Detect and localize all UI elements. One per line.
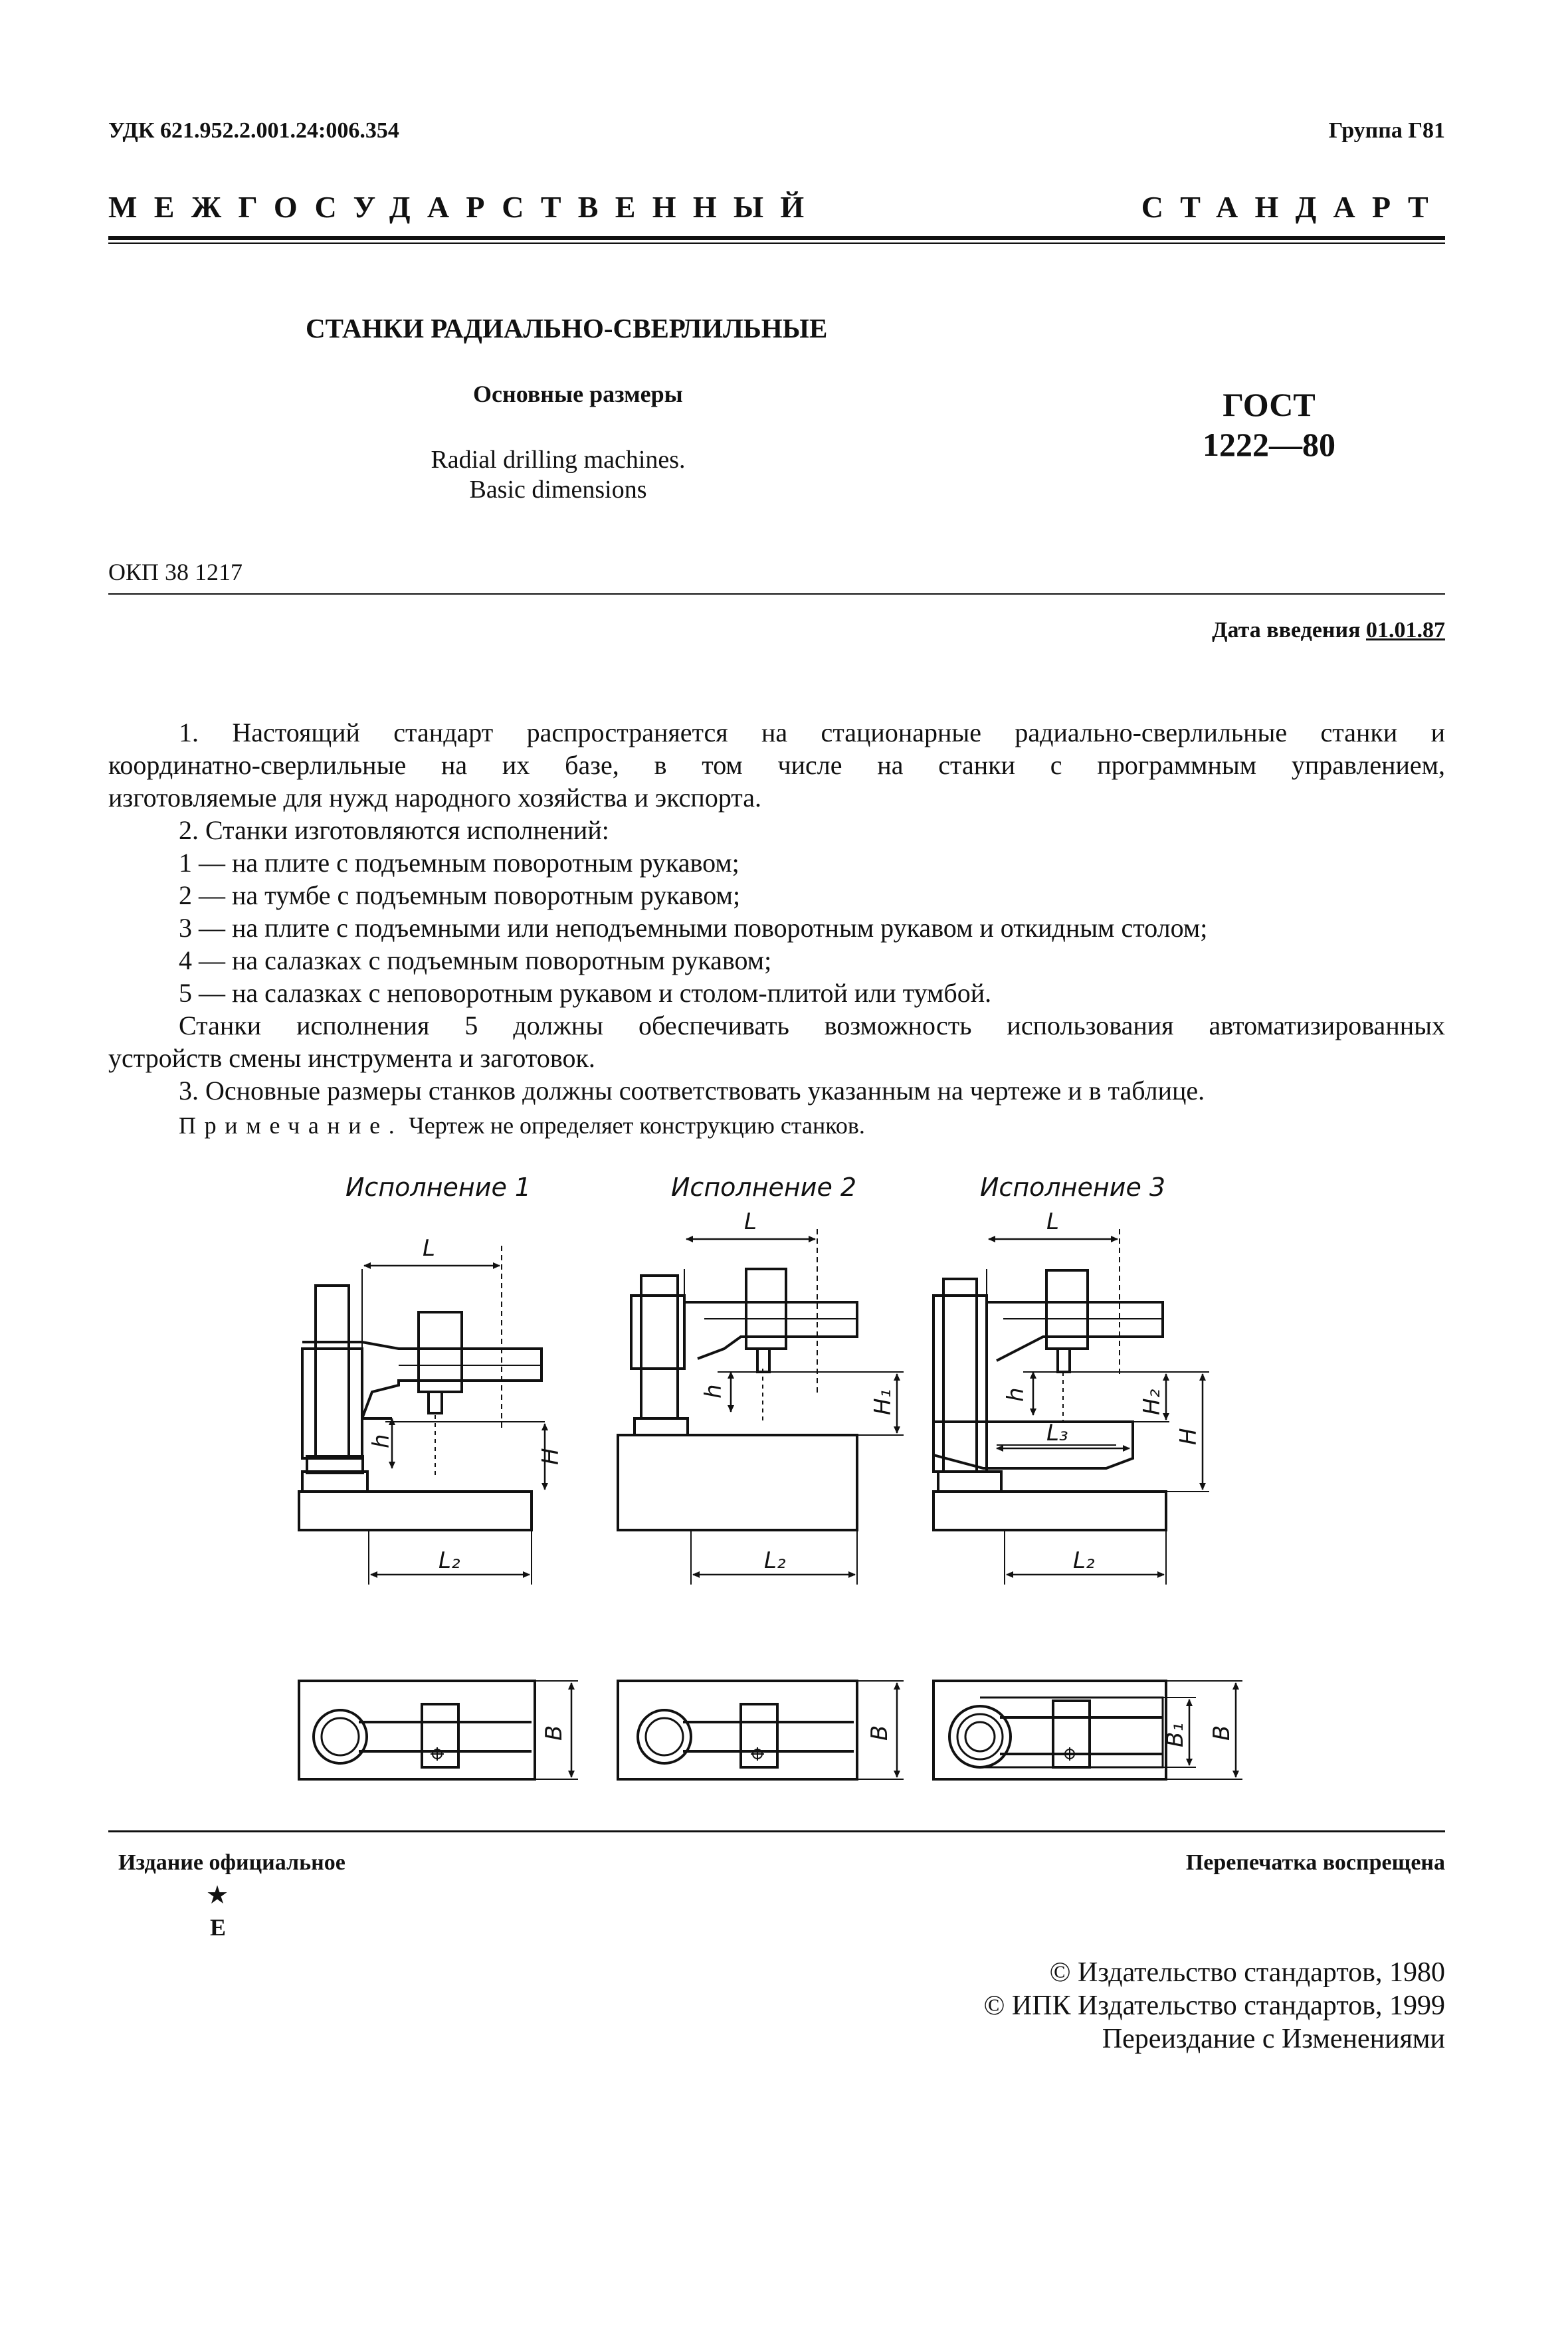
v1-label-L: L — [423, 1235, 435, 1262]
para5-line2: устройств смены инструмента и заготовок. — [108, 1043, 595, 1073]
v3-plan-column — [949, 1706, 1011, 1767]
document-title: СТАНКИ РАДИАЛЬНО-СВЕРЛИЛЬНЫЕ — [306, 313, 828, 343]
v2-plan-pedestal — [618, 1681, 857, 1779]
variant-1-plan-view — [299, 1681, 578, 1779]
variant-2-side-view — [618, 1229, 904, 1585]
variant-1-side-view — [299, 1246, 545, 1585]
v3-base-plate — [933, 1492, 1166, 1530]
v1-plan-arm — [359, 1722, 532, 1751]
v3-column-foot — [938, 1472, 1001, 1492]
variant-1: 1 — на плите с подъемным поворотным рукавом; — [179, 848, 739, 878]
v3-spindle — [1058, 1349, 1070, 1372]
v1-column — [316, 1286, 349, 1458]
group-code: Группа Г81 — [1328, 118, 1445, 143]
v1-plan-column-inner — [322, 1718, 359, 1755]
caption-variant-3: Исполнение 3 — [980, 1173, 1166, 1202]
v3-plan-table-outline — [980, 1698, 1163, 1767]
footer-rule — [108, 1830, 1445, 1832]
variant-3-plan-view — [933, 1681, 1242, 1779]
v3-plan-arm — [1000, 1717, 1163, 1754]
variant-2: 2 — на тумбе с подъемным поворотным рукавом; — [179, 880, 741, 910]
v3-label-L: L — [1046, 1209, 1059, 1235]
interstate-standard-heading: МЕЖГОСУДАРСТВЕННЫЙ СТАНДАРТ — [108, 190, 1445, 224]
v2-column-foot — [635, 1418, 688, 1435]
v3-plan-head — [1053, 1701, 1090, 1767]
v3-arm — [987, 1302, 1163, 1361]
star-mark: ★ — [206, 1880, 229, 1909]
e-mark: E — [210, 1914, 227, 1941]
v1-label-B: B — [541, 1725, 567, 1741]
v2-label-L: L — [744, 1209, 757, 1235]
v3-plan-column-inner — [965, 1722, 995, 1751]
v1-arm — [302, 1342, 541, 1458]
para5-line1: Станки исполнения 5 должны обеспечивать возможность использования автоматизированных — [179, 1011, 1445, 1040]
note-text: Чертеж не определяет конструкцию станков. — [409, 1112, 865, 1139]
reprint-prohibited: Перепечатка воспрещена — [1185, 1850, 1445, 1875]
english-title-line2: Basic dimensions — [469, 476, 647, 504]
v2-pedestal — [618, 1435, 857, 1530]
caption-variant-2: Исполнение 2 — [671, 1173, 857, 1202]
v1-column-foot — [302, 1472, 367, 1492]
intro-date-label: Дата введения — [1212, 618, 1361, 642]
copyright-1999: © ИПК Издательство стандартов, 1999 — [983, 1990, 1445, 2021]
v3-label-H2: H₂ — [1139, 1389, 1165, 1415]
v2-label-H1: H₁ — [870, 1389, 896, 1415]
para2: 2. Станки изготовляются исполнений: — [179, 815, 609, 845]
v2-plan-column-inner — [646, 1718, 683, 1755]
v2-label-L2: L₂ — [764, 1547, 786, 1574]
v2-spindle — [757, 1349, 769, 1372]
para1-line3: изготовляемые для нужд народного хозяйства и экспорта. — [108, 783, 762, 813]
variant-3-side-view — [933, 1229, 1209, 1585]
v3-label-B: B — [1209, 1725, 1235, 1741]
english-title-line1: Radial drilling machines. — [431, 446, 686, 474]
caption-variant-1: Исполнение 1 — [345, 1173, 532, 1202]
v3-label-H: H — [1175, 1428, 1202, 1445]
v1-label-h: h — [368, 1434, 395, 1448]
variant-2-plan-view — [618, 1681, 904, 1779]
v3-plan-column-mid — [957, 1714, 1003, 1759]
document-subtitle: Основные размеры — [473, 381, 683, 407]
udk-code: УДК 621.952.2.001.24:006.354 — [108, 118, 399, 143]
para1-line1: 1. Настоящий стандарт распространяется на стационарные радиально-сверлильные станки и — [179, 718, 1445, 747]
intro-date-value: 01.01.87 — [1366, 618, 1445, 642]
note-label: Примечание. — [179, 1112, 403, 1139]
v2-plan-arm — [683, 1722, 854, 1751]
v1-plan-plate — [299, 1681, 535, 1779]
v3-label-L3: L₃ — [1046, 1420, 1068, 1446]
v3-column-sleeve — [933, 1296, 987, 1472]
v1-label-L2: L₂ — [439, 1547, 460, 1574]
variant-5: 5 — на салазках с неповоротным рукавом и столом-плитой или тумбой. — [179, 978, 992, 1008]
para3: 3. Основные размеры станков должны соответствовать указанным на чертеже и в таблице. — [179, 1076, 1205, 1106]
okp-code: ОКП 38 1217 — [108, 559, 243, 585]
variant-4: 4 — на салазках с подъемным поворотным рукавом; — [179, 945, 772, 975]
v1-base-plate — [299, 1492, 532, 1530]
v2-label-B: B — [866, 1725, 893, 1741]
v2-column — [641, 1276, 678, 1418]
v1-spindle — [429, 1392, 442, 1413]
v3-label-L2: L₂ — [1073, 1547, 1095, 1574]
copyright-1980: © Издательство стандартов, 1980 — [1049, 1957, 1445, 1988]
v3-label-h: h — [1003, 1387, 1029, 1402]
v3-column — [943, 1279, 977, 1472]
v1-column-sleeve — [302, 1349, 362, 1458]
para1-line2: координатно-сверлильные на их базе, в том числе на станки с программным управлением, — [108, 750, 1445, 780]
v3-label-B1: B₁ — [1162, 1723, 1189, 1747]
v2-label-h: h — [700, 1384, 727, 1399]
variant-3: 3 — на плите с подъемными или неподъемными поворотным рукавом и откидным столом; — [179, 913, 1208, 943]
v1-label-H: H — [538, 1448, 564, 1465]
reissue-note: Переиздание с Изменениями — [1102, 2024, 1445, 2054]
gost-label: ГОСТ — [1223, 386, 1316, 423]
gost-number: 1222—80 — [1203, 426, 1335, 463]
official-edition: Издание официальное — [118, 1850, 345, 1875]
